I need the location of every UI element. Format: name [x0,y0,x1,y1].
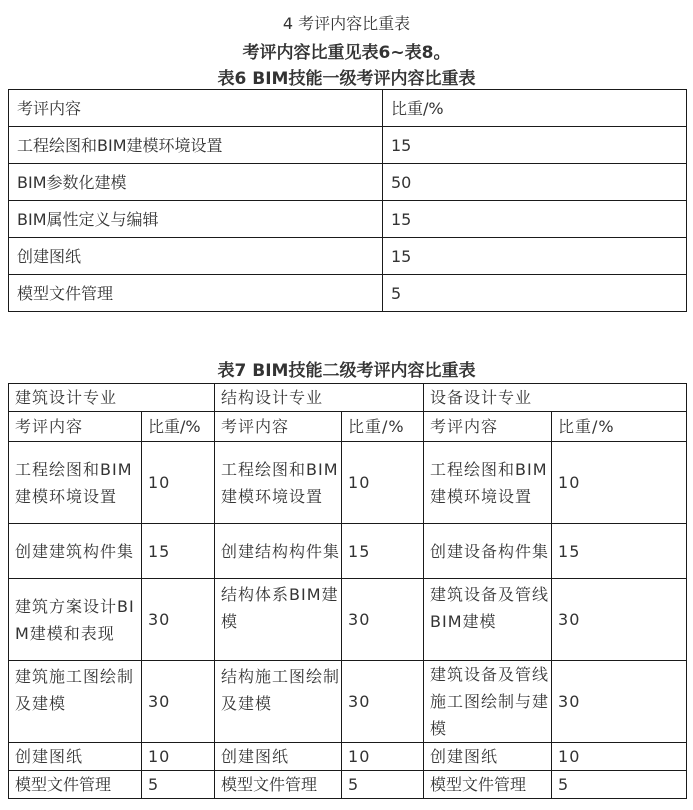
weight-cell: 5 [383,275,687,312]
weight-cell: 10 [552,442,687,524]
weight-cell: 15 [383,238,687,275]
weight-cell: 5 [342,771,424,799]
content-cell: 创建设备构件集 [424,524,552,579]
table6 [8,89,687,312]
group-equipment: 设备设计专业 [424,384,687,412]
content-cell: 模型文件管理 [9,275,383,312]
weight-cell: 10 [342,442,424,524]
content-cell: 创建图纸 [9,743,142,771]
content-cell: 模型文件管理 [9,771,142,799]
group-header-row [9,384,687,412]
table-header-row [9,90,687,127]
table-row [9,238,687,275]
content-cell: 建筑施工图绘制及建模 [9,661,142,743]
weight-cell: 10 [342,743,424,771]
weight-cell: 30 [142,661,215,743]
content-cell: 创建建筑构件集 [9,524,142,579]
group-structure: 结构设计专业 [215,384,424,412]
weight-cell: 30 [552,661,687,743]
table-row [9,442,687,524]
content-cell: 建筑设备及管线施工图绘制与建模 [424,661,552,743]
content-cell: 结构体系BIM建模 [215,579,342,661]
weight-cell: 15 [383,127,687,164]
content-cell: 创建图纸 [424,743,552,771]
content-cell: 工程绘图和BIM建模环境设置 [9,442,142,524]
content-cell: 结构施工图绘制及建模 [215,661,342,743]
content-cell: 创建图纸 [215,743,342,771]
content-cell: 工程绘图和BIM建模环境设置 [424,442,552,524]
content-cell: 创建结构构件集 [215,524,342,579]
header-cell: 考评内容 [9,412,142,442]
weight-cell: 15 [552,524,687,579]
header-cell: 比重/% [552,412,687,442]
content-cell: 模型文件管理 [215,771,342,799]
table-row [9,127,687,164]
sub-header-row [9,412,687,442]
weight-cell: 30 [142,579,215,661]
content-cell: BIM属性定义与编辑 [9,201,383,238]
table-row [9,771,687,799]
table-row [9,743,687,771]
group-architecture: 建筑设计专业 [9,384,215,412]
weight-cell: 15 [383,201,687,238]
header-cell: 比重/% [342,412,424,442]
section-title: 4 考评内容比重表 [282,14,411,33]
header-cell: 比重/% [383,90,687,127]
weight-cell: 30 [552,579,687,661]
weight-cell: 10 [552,743,687,771]
header-cell: 比重/% [142,412,215,442]
weight-cell: 15 [142,524,215,579]
table-row [9,524,687,579]
content-cell: 建筑设备及管线BIM建模 [424,579,552,661]
weight-cell: 10 [142,743,215,771]
weight-cell: 5 [552,771,687,799]
content-cell: 工程绘图和BIM建模环境设置 [215,442,342,524]
header-cell: 考评内容 [215,412,342,442]
intro-text: 考评内容比重见表6~表8。 [242,43,451,63]
content-cell: 创建图纸 [9,238,383,275]
table-row [9,201,687,238]
header-cell: 考评内容 [424,412,552,442]
table-row [9,275,687,312]
weight-cell: 10 [142,442,215,524]
content-cell: BIM参数化建模 [9,164,383,201]
table7 [8,383,687,799]
weight-cell: 15 [342,524,424,579]
content-cell: 工程绘图和BIM建模环境设置 [9,127,383,164]
table7-caption: 表7 BIM技能二级考评内容比重表 [217,361,476,381]
table-row [9,661,687,743]
weight-cell: 30 [342,661,424,743]
weight-cell: 5 [142,771,215,799]
table-row [9,164,687,201]
table-row [9,579,687,661]
content-cell: 建筑方案设计BIM建模和表现 [9,579,142,661]
content-cell: 模型文件管理 [424,771,552,799]
header-cell: 考评内容 [9,90,383,127]
table6-caption: 表6 BIM技能一级考评内容比重表 [217,69,476,89]
weight-cell: 50 [383,164,687,201]
weight-cell: 30 [342,579,424,661]
